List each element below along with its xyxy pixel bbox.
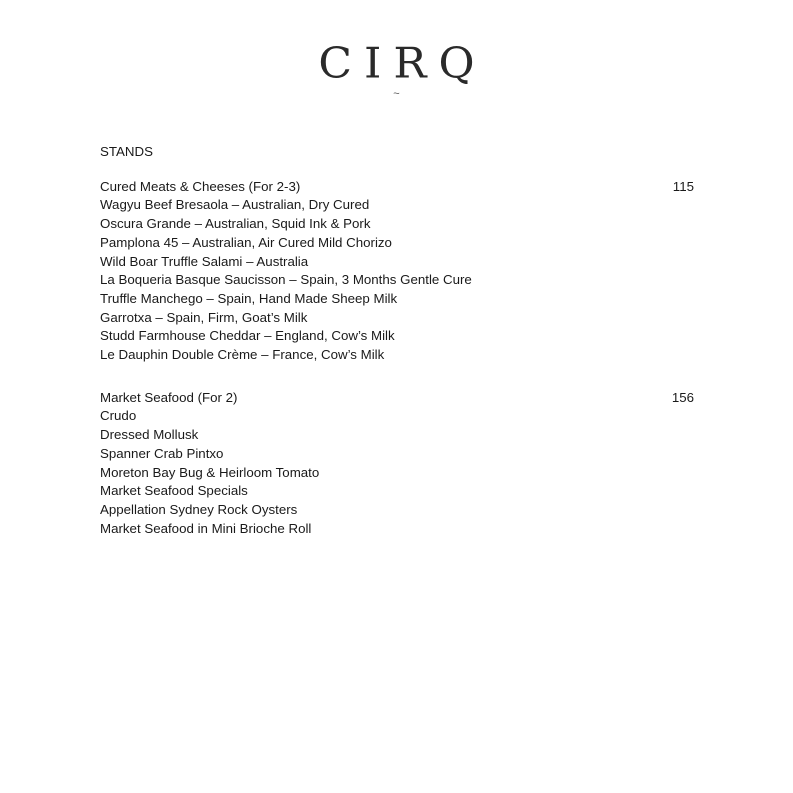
menu-item: Truffle Manchego – Spain, Hand Made Sheep Milk <box>100 290 398 306</box>
menu-item: La Boqueria Basque Saucisson – Spain, 3 Months Gentle Cure <box>100 272 472 288</box>
menu-group-market-seafood <box>100 389 694 539</box>
menu-group-title: Cured Meats & Cheeses (For 2-3) <box>100 178 301 194</box>
menu-content <box>100 143 694 562</box>
menu-item: Le Dauphin Double Crème – France, Cow’s Milk <box>100 347 385 363</box>
menu-item: Market Seafood Specials <box>100 483 248 499</box>
menu-item: Crudo <box>100 408 137 424</box>
brand-tilde-ornament: ~ <box>393 88 400 100</box>
menu-item: Wild Boar Truffle Salami – Australia <box>100 253 309 269</box>
menu-group-title: Market Seafood (For 2) <box>100 389 238 405</box>
menu-item: Pamplona 45 – Australian, Air Cured Mild Chorizo <box>100 234 392 250</box>
menu-group-cured-meats <box>100 178 694 365</box>
section-title: STANDS <box>100 144 153 159</box>
menu-item: Dressed Mollusk <box>100 427 199 443</box>
menu-group-header <box>100 389 694 408</box>
menu-item: Wagyu Beef Bresaola – Australian, Dry Cured <box>100 197 370 213</box>
menu-item: Spanner Crab Pintxo <box>100 445 224 461</box>
brand-logo <box>0 38 793 89</box>
menu-item: Studd Farmhouse Cheddar – England, Cow’s Milk <box>100 328 395 344</box>
menu-item: Appellation Sydney Rock Oysters <box>100 501 298 517</box>
menu-item: Moreton Bay Bug & Heirloom Tomato <box>100 464 320 480</box>
menu-item: Market Seafood in Mini Brioche Roll <box>100 520 312 536</box>
menu-group-price: 115 <box>672 178 694 194</box>
menu-group-header <box>100 178 694 197</box>
menu-item: Garrotxa – Spain, Firm, Goat’s Milk <box>100 309 308 325</box>
brand-name: CIRQ <box>318 39 487 88</box>
menu-item: Oscura Grande – Australian, Squid Ink & Pork <box>100 216 371 232</box>
menu-group-price: 156 <box>671 389 694 405</box>
